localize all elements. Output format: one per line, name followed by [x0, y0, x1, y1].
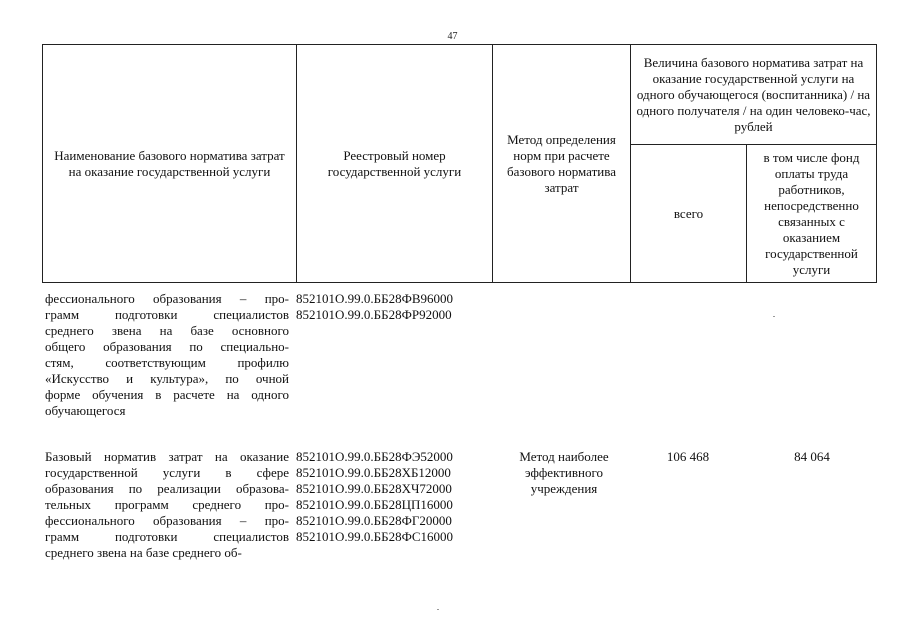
name-line: «Искусство и культура», по очной: [45, 371, 289, 386]
table-row: [42, 291, 876, 441]
registry-codes-cell: [296, 291, 496, 323]
scan-speck: [773, 316, 775, 317]
name-line: стям, соответствующим профилю: [45, 355, 289, 370]
name-line: грамм подготовки специалистов: [45, 307, 289, 322]
name-line: общего образования по специально-: [45, 339, 289, 354]
name-line: обучающегося: [45, 403, 126, 418]
standard-name-cell: [45, 291, 289, 419]
header-wage-fund: в том числе фонд оплаты труда работников, непосредственно связанных с оказанием государственной услуги: [747, 145, 877, 283]
name-line: среднего звена на базе основного: [45, 323, 289, 338]
total-value-cell: 106 468: [666, 449, 710, 464]
registry-code: 852101О.99.0.ББ28ХБ12000: [296, 465, 451, 480]
name-line: грамм подготовки специалистов: [45, 529, 289, 544]
standard-name-cell: [45, 449, 289, 561]
scan-speck: [437, 609, 439, 610]
name-line: Базовый норматив затрат на оказание: [45, 449, 289, 464]
registry-code: 852101О.99.0.ББ28ФС16000: [296, 529, 454, 544]
cost-standards-table-header: [42, 44, 877, 283]
registry-code: 852101О.99.0.ББ28ХЧ72000: [296, 481, 452, 496]
registry-code: 852101О.99.0.ББ28ФЭ52000: [296, 449, 453, 464]
header-registry-number: Реестровый номер государственной услуги: [297, 45, 493, 283]
registry-code: 852101О.99.0.ББ28ФР92000: [296, 307, 452, 322]
name-line: тельных программ среднего про-: [45, 497, 289, 512]
method-cell: Метод наиболее эффективного учреждения: [519, 449, 609, 496]
header-total: всего: [631, 145, 747, 283]
header-standard-value: Величина базового норматива затрат на оказание государственной услуги на одного обучающегося (воспитанника) / на одного получателя / на один человеко-час, рублей: [631, 45, 877, 145]
wage-fund-value-cell: 84 064: [794, 449, 830, 464]
name-line: государственной услуги в сфере: [45, 465, 289, 480]
name-line: форме обучения в расчете на одного: [45, 387, 289, 402]
registry-codes-cell: [296, 449, 496, 545]
registry-code: 852101О.99.0.ББ28ФВ96000: [296, 291, 454, 306]
registry-code: 852101О.99.0.ББ28ЦП16000: [296, 497, 453, 512]
name-line: образования по реализации образова-: [45, 481, 289, 496]
name-line: фессионального образования – про-: [45, 513, 289, 528]
header-standard-name: Наименование базового норматива затрат на оказание государственной услуги: [43, 45, 297, 283]
name-line: фессионального образования – про-: [45, 291, 289, 306]
table-body: [42, 291, 876, 560]
registry-code: 852101О.99.0.ББ28ФГ20000: [296, 513, 452, 528]
header-method: Метод определения норм при расчете базового норматива затрат: [493, 45, 631, 283]
table-row: [42, 449, 876, 579]
name-line: среднего звена на базе среднего об-: [45, 545, 242, 560]
page-number: 47: [447, 31, 458, 42]
